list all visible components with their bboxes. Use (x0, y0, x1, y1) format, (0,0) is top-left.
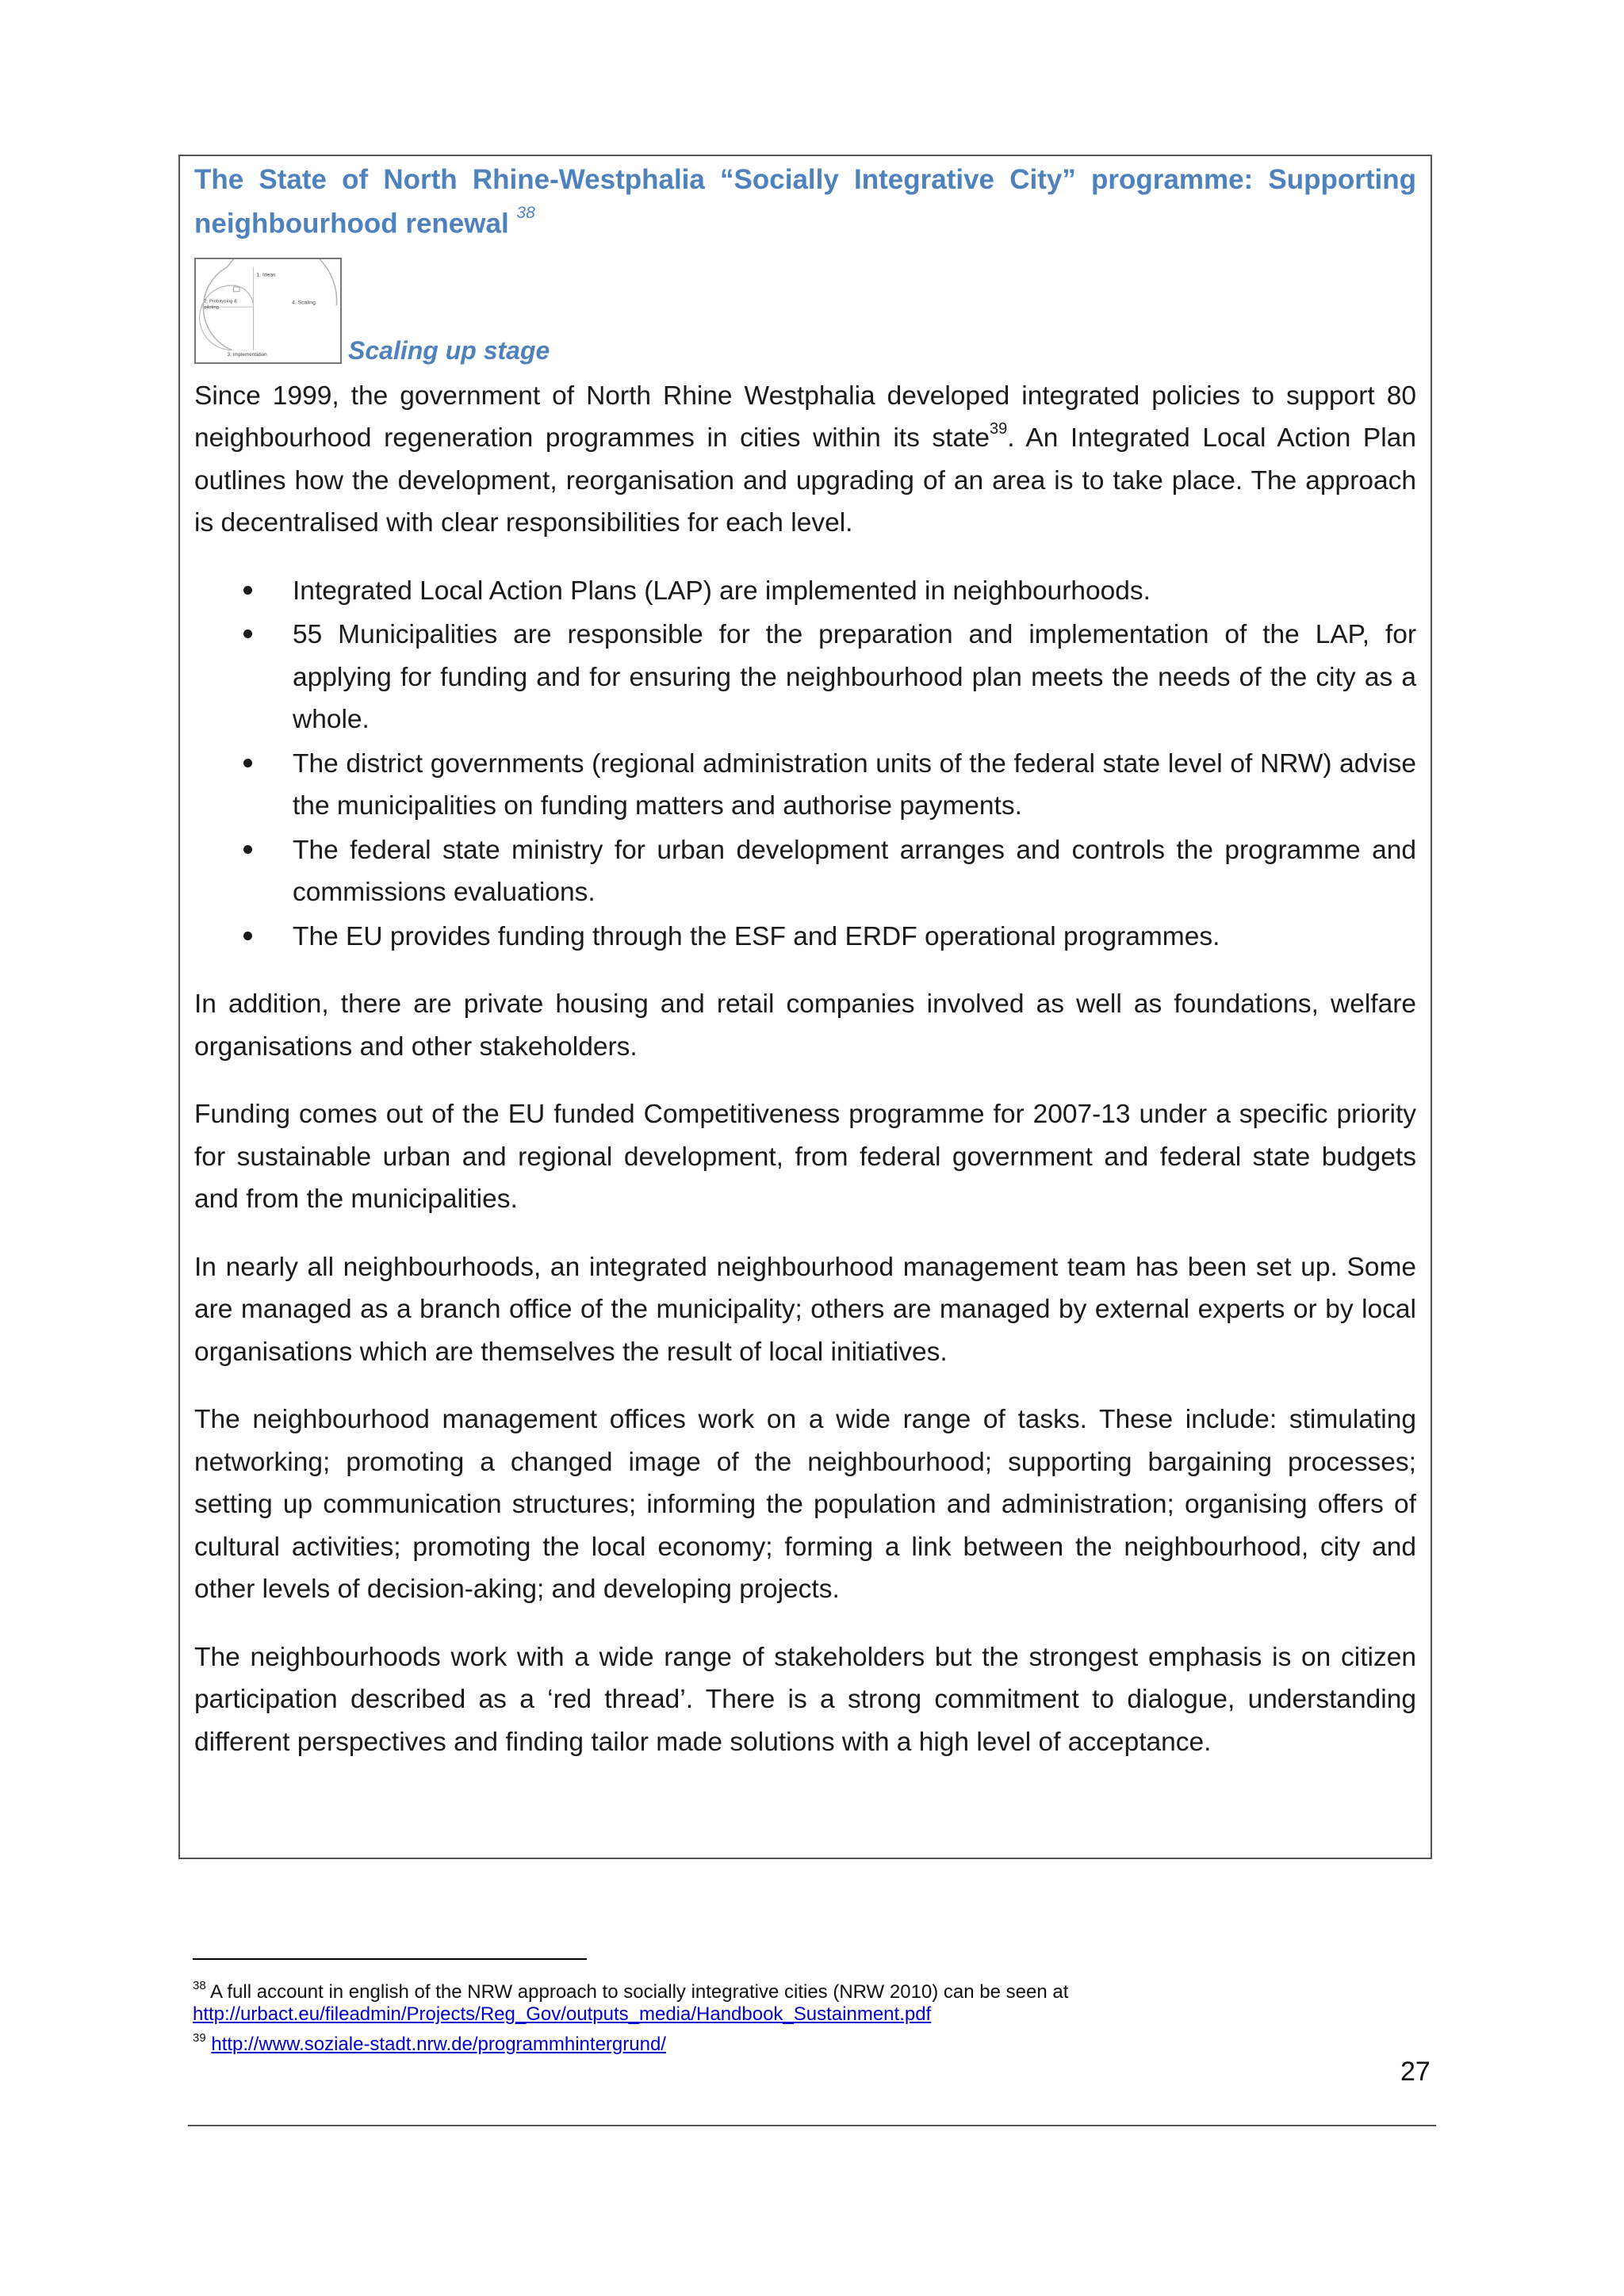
title-text: The State of North Rhine-Westphalia “Socially Integrative City” programme: Supporting neighbourhood renewal (194, 164, 1416, 239)
list-item (194, 916, 1416, 959)
paragraph-funding: Funding comes out of the EU funded Competitiveness programme for 2007-13 under a specific priority for sustainable urban and regional development, from federal government and federal state budgets and from the municipalities. (194, 1100, 1416, 1215)
list-item-text: The district governments (regional administration units of the federal state level of NRW) advise the municipalities on funding matters and authorise payments. (293, 748, 1416, 821)
title-footnote-ref[interactable]: 38 (516, 204, 535, 222)
footnote-39-link[interactable]: http://www.soziale-stadt.nrw.de/programmhintergrund/ (211, 2034, 666, 2055)
list-item-text: The EU provides funding through the ESF and ERDF operational programmes. (293, 921, 1220, 951)
intro-footnote-ref[interactable]: 39 (990, 420, 1008, 438)
bullet-icon (243, 629, 252, 638)
intro-part1: Since 1999, the government of North Rhine Westphalia developed integrated policies to support 80 neighbourhood regeneration programmes in cities within its state (194, 381, 1416, 453)
bullet-icon (243, 932, 252, 940)
responsibility-list (194, 570, 1416, 959)
case-study-title (194, 156, 1416, 243)
footnote-38-text: A full account in english of the NRW approach to socially integrative cities (NRW 2010) can be seen at (210, 1981, 1069, 2003)
paragraph-management-tasks: The neighbourhood management offices work on a wide range of tasks. These include: stimulating networking; promoting a changed image of the neighbourhood; supporting bargaining processes; setting up communication structures; informing the population and administration; organising offers of cultural activities; promoting the local economy; forming a link between the neighbourhood, city and other levels of decision-aking; and developing projects. (194, 1405, 1416, 1605)
diagram-step-ideas: 1. Ideas (256, 271, 276, 277)
diagram-step-prototyping: 2. Prototyping & (204, 298, 237, 304)
stage-row (194, 254, 1416, 364)
page-number: 27 (1400, 2057, 1431, 2087)
innovation-spiral-diagram (194, 258, 342, 364)
intro-part2: . An Integrated Local Action Plan outlines how the development, reorganisation and upgrading of an area is to take place. The approach is decentralised with clear responsibilities for each level. (194, 423, 1416, 538)
list-item (194, 743, 1416, 828)
diagram-step-piloting: piloting (204, 304, 219, 310)
diagram-step-implementation: 3. Implementation (227, 351, 267, 358)
stage-label: Scaling up stage (348, 335, 550, 365)
bullet-icon (243, 845, 252, 854)
list-item (194, 829, 1416, 914)
footnote-separator (193, 1958, 587, 1960)
intro-paragraph (194, 375, 1416, 545)
paragraph-management-team: In nearly all neighbourhoods, an integrated neighbourhood management team has been set up. Some are managed as a branch office of the municipality; others are managed by external experts or by local organisations which are themselves the result of local initiatives. (194, 1252, 1416, 1367)
page-bottom-rule (188, 2125, 1436, 2126)
case-study-box (178, 155, 1432, 1859)
bullet-icon (243, 759, 252, 767)
list-item-text: The federal state ministry for urban development arranges and controls the programme and commissions evaluations. (293, 835, 1416, 908)
list-item-text: Integrated Local Action Plans (LAP) are implemented in neighbourhoods. (293, 576, 1151, 606)
footnote-39-number: 39 (193, 2031, 206, 2045)
footnote-38-link[interactable]: http://urbact.eu/fileadmin/Projects/Reg_Gov/outputs_media/Handbook_Sustainment.pdf (193, 2003, 932, 2025)
paragraph-participation: The neighbourhoods work with a wide range of stakeholders but the strongest emphasis is on citizen participation described as a ‘red thread’. There is a strong commitment to dialogue, understanding different perspectives and finding tailor made solutions with a high level of acceptance. (194, 1642, 1416, 1757)
footnote-38-number: 38 (193, 1979, 206, 1992)
bullet-icon (243, 586, 252, 595)
list-item (194, 614, 1416, 741)
footnote-38-link-line (193, 2001, 931, 2028)
list-item (194, 570, 1416, 613)
paragraph-stakeholders: In addition, there are private housing and retail companies involved as well as foundations, welfare organisations and other stakeholders. (194, 989, 1416, 1062)
footnote-39 (193, 2026, 666, 2058)
list-item-text: 55 Municipalities are responsible for the preparation and implementation of the LAP, for applying for funding and for ensuring the neighbourhood plan meets the needs of the city as a whole. (293, 620, 1416, 735)
diagram-step-scaling: 4. Scaling (292, 299, 316, 305)
